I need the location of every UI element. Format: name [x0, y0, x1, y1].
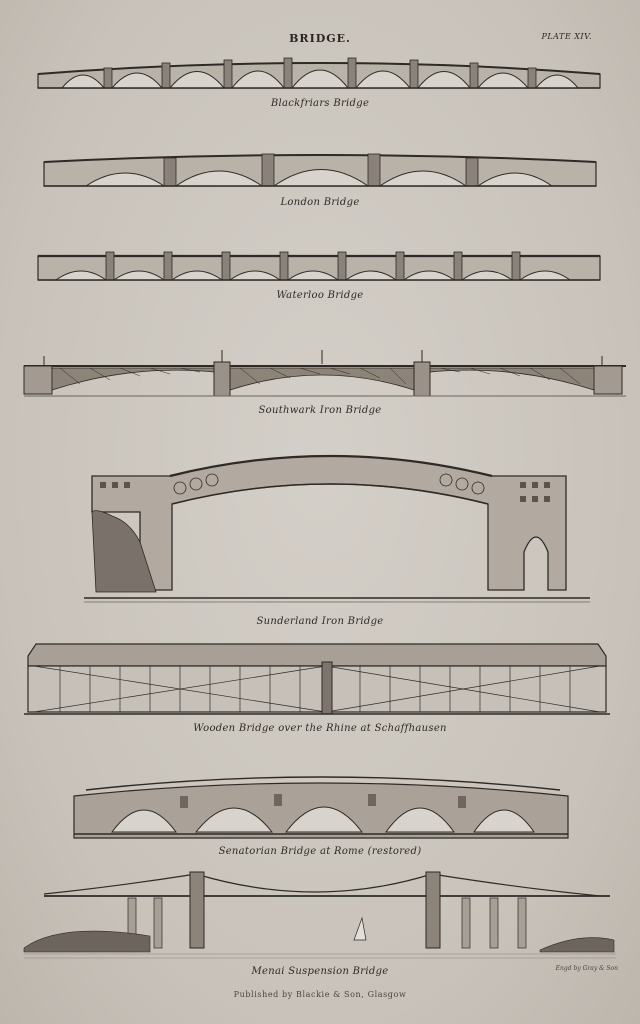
plate-number: PLATE XIV. [541, 32, 592, 41]
caption-senatorian: Senatorian Bridge at Rome (restored) [218, 846, 422, 857]
london-bridge-drawing [0, 148, 640, 190]
engraver-credit: Engd by Gray & Son [555, 965, 618, 972]
southwark-iron-bridge-drawing [0, 344, 640, 402]
schaffhausen-wooden-bridge-drawing [0, 640, 640, 718]
senatorian-bridge-drawing [0, 768, 640, 840]
sunderland-iron-bridge-drawing [0, 442, 640, 610]
caption-schaffhausen: Wooden Bridge over the Rhine at Schaffhausen [193, 723, 447, 734]
waterloo-bridge-drawing [0, 248, 640, 284]
blackfriars-bridge-drawing [0, 44, 640, 94]
caption-sunderland: Sunderland Iron Bridge [256, 616, 384, 627]
caption-blackfriars: Blackfriars Bridge [270, 98, 370, 109]
caption-southwark: Southwark Iron Bridge [258, 405, 382, 416]
caption-waterloo: Waterloo Bridge [276, 290, 364, 301]
caption-london: London Bridge [280, 197, 360, 208]
caption-menai: Menai Suspension Bridge [251, 966, 389, 977]
publisher-line: Published by Blackie & Son, Glasgow [233, 990, 407, 999]
menai-suspension-bridge-drawing [0, 866, 640, 962]
plate-title: BRIDGE. [289, 32, 351, 45]
